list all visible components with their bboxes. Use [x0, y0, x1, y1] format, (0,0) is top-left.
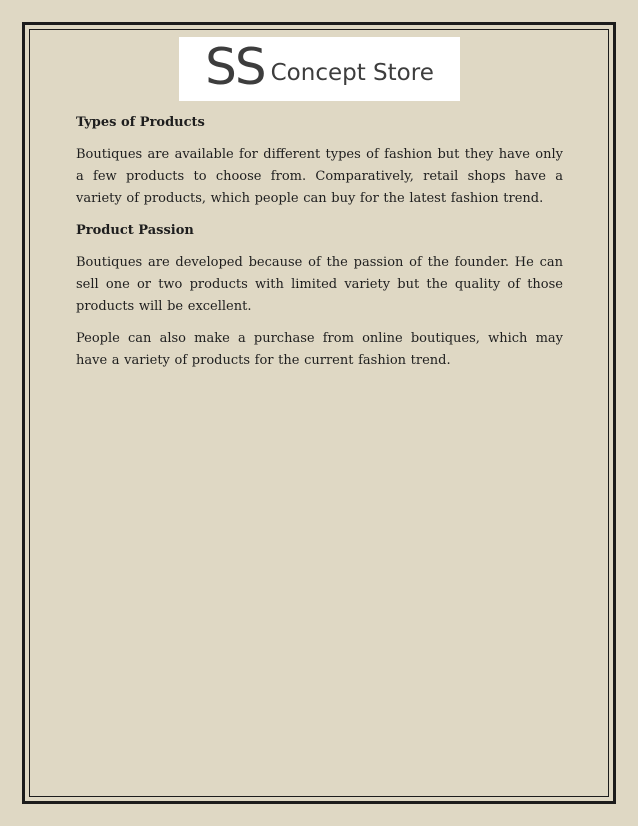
logo-mark: SS	[205, 38, 265, 96]
paragraph-online-boutiques: People can also make a purchase from online boutiques, which may have a variety of products for the current fashion trend.	[76, 331, 563, 368]
section-heading-types-of-products: Types of Products	[76, 115, 205, 130]
document-body	[76, 112, 563, 382]
logo	[179, 37, 460, 101]
paragraph-product-passion: Boutiques are developed because of the passion of the founder. He can sell one or two products with limited variety but the quality of those products will be excellent.	[76, 255, 563, 314]
paragraph-types-of-products: Boutiques are available for different types of fashion but they have only a few products to choose from. Comparatively, retail shops have a variety of products, which people can buy for the latest fashion trend.	[76, 147, 563, 206]
logo-text: Concept Store	[270, 59, 434, 86]
section-heading-product-passion: Product Passion	[76, 223, 194, 238]
